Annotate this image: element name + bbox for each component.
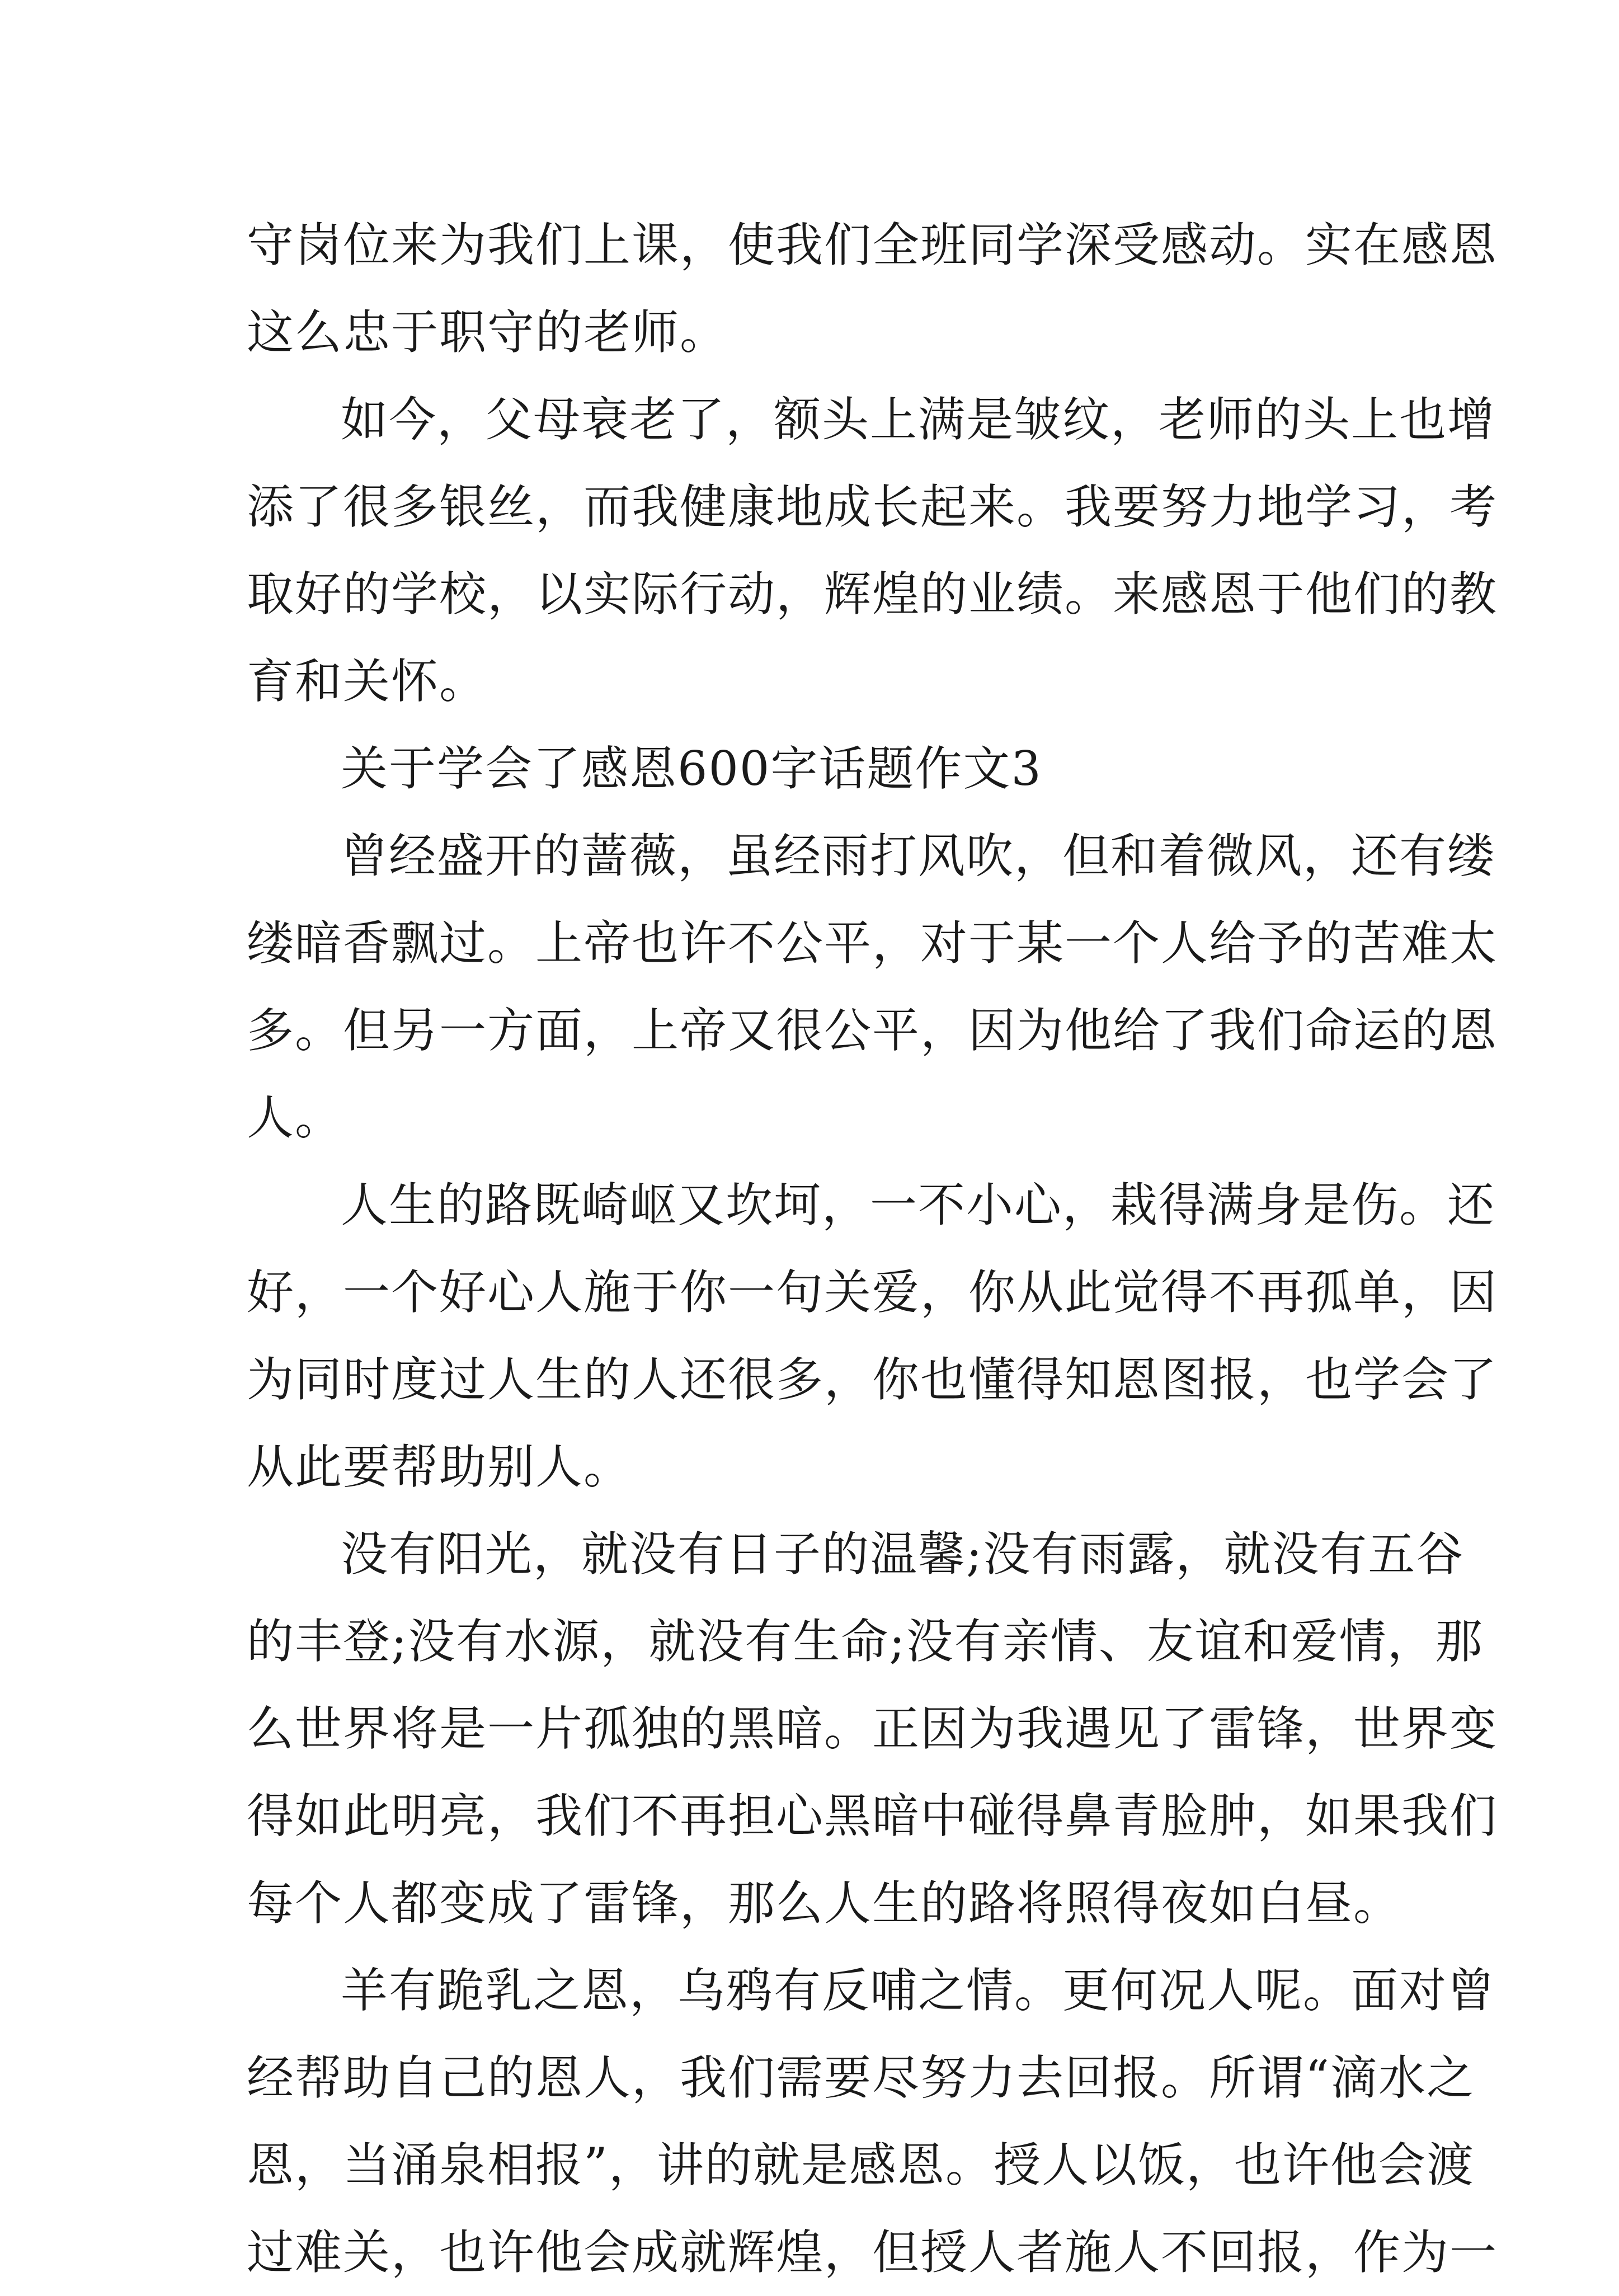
text-line: 么世界将是一片孤独的黑暗。正因为我遇见了雷锋，世界变: [247, 1701, 1498, 1756]
paragraph-first-line: 曾经盛开的蔷薇，虽经雨打风吹，但和着微风，还有缕: [341, 829, 1496, 883]
text-line: 得如此明亮，我们不再担心黑暗中碰得鼻青脸肿，如果我们: [247, 1789, 1498, 1843]
paragraph-first-line: 人生的路既崎岖又坎坷，一不小心，栽得满身是伤。还: [341, 1178, 1496, 1232]
text-line: 取好的学校，以实际行动，辉煌的业绩。来感恩于他们的教: [247, 567, 1498, 622]
text-line: 经帮助自己的恩人，我们需要尽努力去回报。所谓“滴水之: [247, 2050, 1475, 2105]
paragraph-first-line: 如今，父母衰老了，额头上满是皱纹，老师的头上也增: [341, 392, 1496, 447]
text-line: 恩，当涌泉相报”，讲的就是感恩。授人以饭，也许他会渡: [247, 2138, 1475, 2193]
text-line: 为同时度过人生的人还很多，你也懂得知恩图报，也学会了: [247, 1352, 1498, 1407]
paragraph-first-line: 没有阳光，就没有日子的温馨;没有雨露，就没有五谷: [341, 1527, 1465, 1582]
text-line: 缕暗香飘过。上帝也许不公平，对于某一个人给予的苦难太: [247, 916, 1498, 971]
text-line: 过难关，也许他会成就辉煌，但授人者施人不回报，作为一: [247, 2225, 1498, 2280]
essay-body: [247, 201, 1498, 2296]
section-heading: 关于学会了感恩600字话题作文3: [341, 741, 1042, 796]
text-line: 的丰登;没有水源，就没有生命;没有亲情、友谊和爱情，那: [247, 1614, 1484, 1669]
text-line: 好，一个好心人施于你一句关爱，你从此觉得不再孤单，因: [247, 1265, 1498, 1320]
text-line: 多。但另一方面，上帝又很公平，因为他给了我们命运的恩: [247, 1003, 1498, 1058]
text-line: 育和关怀。: [247, 654, 488, 709]
paragraph-first-line: 羊有跪乳之恩，乌鸦有反哺之情。更何况人呢。面对曾: [341, 1963, 1496, 2018]
text-line: 从此要帮助别人。: [247, 1439, 632, 1494]
text-line: 添了很多银丝，而我健康地成长起来。我要努力地学习，考: [247, 479, 1498, 534]
text-line: 人。: [247, 1090, 343, 1145]
text-line: 守岗位来为我们上课，使我们全班同学深受感动。实在感恩: [247, 218, 1498, 272]
text-line: 每个人都变成了雷锋，那么人生的路将照得夜如白昼。: [247, 1876, 1402, 1931]
text-line: 这么忠于职守的老师。: [247, 305, 728, 360]
